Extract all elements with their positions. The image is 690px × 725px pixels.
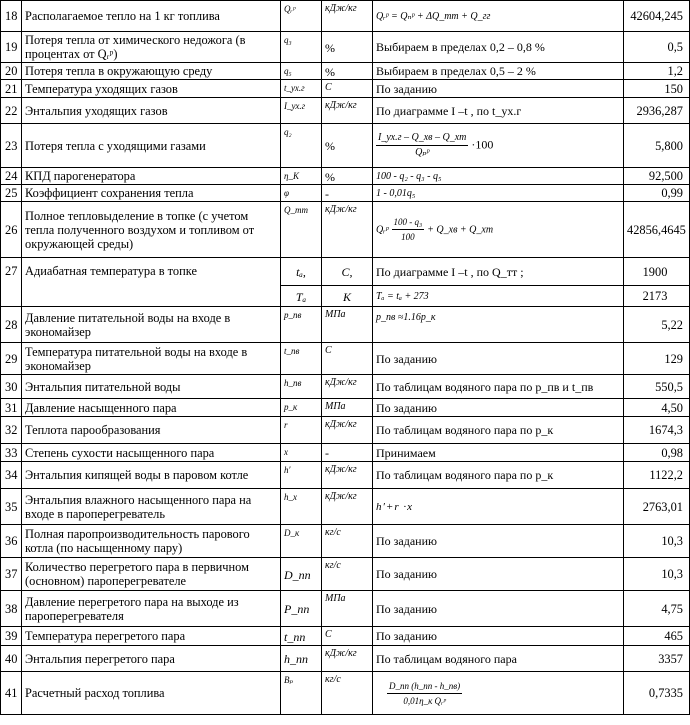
parameter-formula: По заданию: [373, 80, 624, 98]
parameter-value: 92,500: [624, 168, 690, 185]
table-row: [1, 124, 690, 168]
parameter-formula: По заданию: [373, 525, 624, 558]
parameter-name: Коэффициент сохранения тепла: [22, 185, 281, 202]
parameter-symbol: Bₚ: [281, 672, 322, 715]
row-number: 41: [1, 672, 22, 715]
parameter-name: КПД парогенератора: [22, 168, 281, 185]
parameter-value: 4,75: [624, 591, 690, 627]
parameter-unit: кДж/кг: [322, 417, 373, 444]
parameter-symbol: φ: [281, 185, 322, 202]
parameter-value: 0,99: [624, 185, 690, 202]
parameter-name: Температура уходящих газов: [22, 80, 281, 98]
row-number: 31: [1, 399, 22, 417]
parameter-symbol: η_К: [281, 168, 322, 185]
table-row: [1, 591, 690, 627]
parameter-name: Потеря тепла с уходящими газами: [22, 124, 281, 168]
parameter-unit: кДж/кг: [322, 489, 373, 525]
parameter-symbol: t_пп: [281, 627, 322, 646]
row-number: 30: [1, 375, 22, 399]
table-row: [1, 444, 690, 462]
formula-text: Qᵣᵖ = Qₙᵖ + ΔQ_тт + Q_гг: [376, 11, 491, 22]
table-row: [1, 168, 690, 185]
parameter-name: Давление насыщенного пара: [22, 399, 281, 417]
formula-fraction: [387, 679, 462, 708]
parameter-name: Температура питательной воды на входе в экономайзер: [22, 343, 281, 375]
parameter-name: Давление перегретого пара на выходе из пароперегревателя: [22, 591, 281, 627]
formula-fraction: [376, 131, 468, 160]
parameter-formula: По таблицам водяного пара: [373, 646, 624, 672]
parameter-symbol: h_х: [281, 489, 322, 525]
parameter-unit: %: [322, 32, 373, 63]
table-row: [1, 672, 690, 715]
row-number: 21: [1, 80, 22, 98]
parameter-value: 150: [624, 80, 690, 98]
parameter-formula: По таблицам водяного пара по p_пв и t_пв: [373, 375, 624, 399]
row-number: 27: [1, 258, 22, 307]
table-row: [1, 185, 690, 202]
row-number: 40: [1, 646, 22, 672]
table-row: [1, 258, 690, 286]
parameter-name: Степень сухости насыщенного пара: [22, 444, 281, 462]
formula-lead: Qᵣᵖ: [376, 224, 389, 236]
parameter-formula: По заданию: [373, 343, 624, 375]
parameter-formula: [373, 1, 624, 32]
row-number: 20: [1, 63, 22, 80]
table-row: [1, 399, 690, 417]
table-row: [1, 558, 690, 591]
formula-text: h′+r ·x: [376, 501, 413, 513]
parameter-formula: По заданию: [373, 399, 624, 417]
parameter-value: 0,7335: [624, 672, 690, 715]
parameter-value: 5,800: [624, 124, 690, 168]
parameter-value: 42856,4645: [624, 202, 690, 258]
parameter-value: 2173: [624, 286, 690, 307]
parameter-name: Располагаемое тепло на 1 кг топлива: [22, 1, 281, 32]
parameter-symbol: x: [281, 444, 322, 462]
parameter-unit: K: [322, 286, 373, 307]
parameter-symbol: Tₐ: [281, 286, 322, 307]
parameter-symbol: Qᵣᵖ: [281, 1, 322, 32]
parameter-unit: %: [322, 63, 373, 80]
parameter-formula: [373, 489, 624, 525]
row-number: 35: [1, 489, 22, 525]
parameter-value: 42604,245: [624, 1, 690, 32]
parameter-formula: По таблицам водяного пара по p_к: [373, 417, 624, 444]
parameter-symbol: r: [281, 417, 322, 444]
parameter-formula: Принимаем: [373, 444, 624, 462]
formula-tail: ·100: [471, 137, 494, 152]
parameter-formula: По заданию: [373, 591, 624, 627]
table-row: [1, 375, 690, 399]
table-row: [1, 32, 690, 63]
parameter-unit: C: [322, 80, 373, 98]
parameter-symbol: h′: [281, 462, 322, 489]
row-number: 22: [1, 98, 22, 124]
formula-numerator: D_пп (h_пп - h_пв): [387, 679, 462, 694]
parameter-name: Полная паропроизводительность парового котла (по насыщенному пару): [22, 525, 281, 558]
formula-numerator: I_ух.г – Q_хв – Q_хт: [376, 131, 468, 146]
parameter-unit: кг/с: [322, 672, 373, 715]
parameter-name: Потеря тепла в окружающую среду: [22, 63, 281, 80]
row-number: 34: [1, 462, 22, 489]
parameter-name: Энтальпия влажного насыщенного пара на входе в пароперегреватель: [22, 489, 281, 525]
parameter-value: 10,3: [624, 558, 690, 591]
parameter-unit: кг/с: [322, 525, 373, 558]
parameter-unit: кг/с: [322, 558, 373, 591]
parameter-unit: %: [322, 124, 373, 168]
table-row: [1, 343, 690, 375]
parameter-value: 5,22: [624, 307, 690, 343]
parameter-symbol: p_к: [281, 399, 322, 417]
parameter-value: 0,5: [624, 32, 690, 63]
parameter-name: Количество перегретого пара в первичном (основном) пароперегревателе: [22, 558, 281, 591]
parameter-name: Расчетный расход топлива: [22, 672, 281, 715]
row-number: 19: [1, 32, 22, 63]
parameter-formula: По заданию: [373, 627, 624, 646]
formula-denominator: Qₚᵖ: [415, 147, 430, 158]
row-number: 33: [1, 444, 22, 462]
table-row: [1, 489, 690, 525]
parameter-name: Температура перегретого пара: [22, 627, 281, 646]
parameter-unit: C: [322, 627, 373, 646]
parameter-name: Адиабатная температура в топке: [22, 258, 281, 307]
row-number: 23: [1, 124, 22, 168]
parameter-value: 550,5: [624, 375, 690, 399]
parameter-symbol: q₅: [281, 63, 322, 80]
parameter-value: 1,2: [624, 63, 690, 80]
table-row: [1, 63, 690, 80]
row-number: 32: [1, 417, 22, 444]
formula-text: 1 - 0,01q₅: [376, 188, 416, 199]
parameter-name: Энтальпия питательной воды: [22, 375, 281, 399]
parameter-name: Энтальпия перегретого пара: [22, 646, 281, 672]
parameter-symbol: h_пв: [281, 375, 322, 399]
formula-text: Tₐ = tₐ + 273: [376, 291, 429, 302]
parameter-symbol: D_пп: [281, 558, 322, 591]
parameter-formula: [373, 202, 624, 258]
parameter-value: 2763,01: [624, 489, 690, 525]
formula-text: 100 - q₂ - q₃ - q₅: [376, 171, 442, 182]
parameter-unit: -: [322, 185, 373, 202]
table-row: [1, 307, 690, 343]
parameter-symbol: h_пп: [281, 646, 322, 672]
formula-text: p_пв ≈1.16p_к: [376, 312, 436, 323]
parameter-unit: МПа: [322, 399, 373, 417]
parameter-value: 3357: [624, 646, 690, 672]
row-number: 26: [1, 202, 22, 258]
parameter-symbol: q₃: [281, 32, 322, 63]
parameter-unit: МПа: [322, 591, 373, 627]
table-row: [1, 80, 690, 98]
parameter-value: 2936,287: [624, 98, 690, 124]
parameter-formula: [373, 124, 624, 168]
row-number: 29: [1, 343, 22, 375]
row-number: 38: [1, 591, 22, 627]
parameter-name: Энтальпия кипящей воды в паровом котле: [22, 462, 281, 489]
parameter-unit: кДж/кг: [322, 202, 373, 258]
row-number: 37: [1, 558, 22, 591]
table-row: [1, 417, 690, 444]
parameter-formula: [373, 307, 624, 343]
parameter-formula: [373, 168, 624, 185]
parameter-unit: кДж/кг: [322, 98, 373, 124]
parameter-value: 1674,3: [624, 417, 690, 444]
formula-numerator: 100 - q₃: [392, 215, 425, 230]
parameter-name: Давление питательной воды на входе в экономайзер: [22, 307, 281, 343]
parameter-formula: По таблицам водяного пара по p_к: [373, 462, 624, 489]
row-number: 28: [1, 307, 22, 343]
parameter-name: Теплота парообразования: [22, 417, 281, 444]
parameter-unit: кДж/кг: [322, 462, 373, 489]
parameter-value: 4,50: [624, 399, 690, 417]
parameter-unit: кДж/кг: [322, 375, 373, 399]
parameter-unit: C: [322, 343, 373, 375]
parameter-formula: По диаграмме I –t , по t_ух.г: [373, 98, 624, 124]
parameter-symbol: Q_тт: [281, 202, 322, 258]
parameter-value: 129: [624, 343, 690, 375]
row-number: 25: [1, 185, 22, 202]
parameter-formula: Выбираем в пределах 0,2 – 0,8 %: [373, 32, 624, 63]
parameter-formula: [373, 286, 624, 307]
formula-tail: + Q_хв + Q_хт: [427, 224, 494, 236]
parameter-symbol: q₂: [281, 124, 322, 168]
row-number: 39: [1, 627, 22, 646]
parameter-name: Полное тепловыделение в топке (с учетом тепла полученного воздухом и топливом от окружающей среды): [22, 202, 281, 258]
table-row: [1, 646, 690, 672]
parameter-unit: %: [322, 168, 373, 185]
row-number: 24: [1, 168, 22, 185]
parameter-symbol: I_ух.г: [281, 98, 322, 124]
parameter-value: 465: [624, 627, 690, 646]
parameter-value: 1900: [624, 258, 690, 286]
parameter-name: Потеря тепла от химического недожога (в процентах от Qᵣᵖ): [22, 32, 281, 63]
parameter-formula: Выбираем в пределах 0,5 – 2 %: [373, 63, 624, 80]
table-row: [1, 627, 690, 646]
parameter-value: 1122,2: [624, 462, 690, 489]
parameter-formula: [373, 672, 624, 715]
parameter-unit: МПа: [322, 307, 373, 343]
table-row: [1, 1, 690, 32]
formula-fraction: [392, 215, 425, 244]
parameter-formula: По заданию: [373, 558, 624, 591]
parameter-symbol: D_к: [281, 525, 322, 558]
parameter-symbol: tₐ,: [281, 258, 322, 286]
table-row: [1, 462, 690, 489]
parameter-symbol: P_пп: [281, 591, 322, 627]
parameter-formula: По диаграмме I –t , по Q_тт ;: [373, 258, 624, 286]
parameter-symbol: t_пв: [281, 343, 322, 375]
parameter-symbol: t_ух.г: [281, 80, 322, 98]
parameter-unit: C,: [322, 258, 373, 286]
parameter-value: 0,98: [624, 444, 690, 462]
parameter-formula: [373, 185, 624, 202]
formula-denominator: 0,01η_к Qᵣᵖ: [403, 695, 446, 706]
parameter-name: Энтальпия уходящих газов: [22, 98, 281, 124]
parameter-unit: -: [322, 444, 373, 462]
table-row: [1, 202, 690, 258]
formula-denominator: 100: [401, 232, 415, 242]
parameter-unit: кДж/кг: [322, 646, 373, 672]
row-number: 36: [1, 525, 22, 558]
parameter-symbol: p_пв: [281, 307, 322, 343]
table-row: [1, 525, 690, 558]
row-number: 18: [1, 1, 22, 32]
parameter-value: 10,3: [624, 525, 690, 558]
table-row: [1, 98, 690, 124]
parameter-unit: кДж/кг: [322, 1, 373, 32]
